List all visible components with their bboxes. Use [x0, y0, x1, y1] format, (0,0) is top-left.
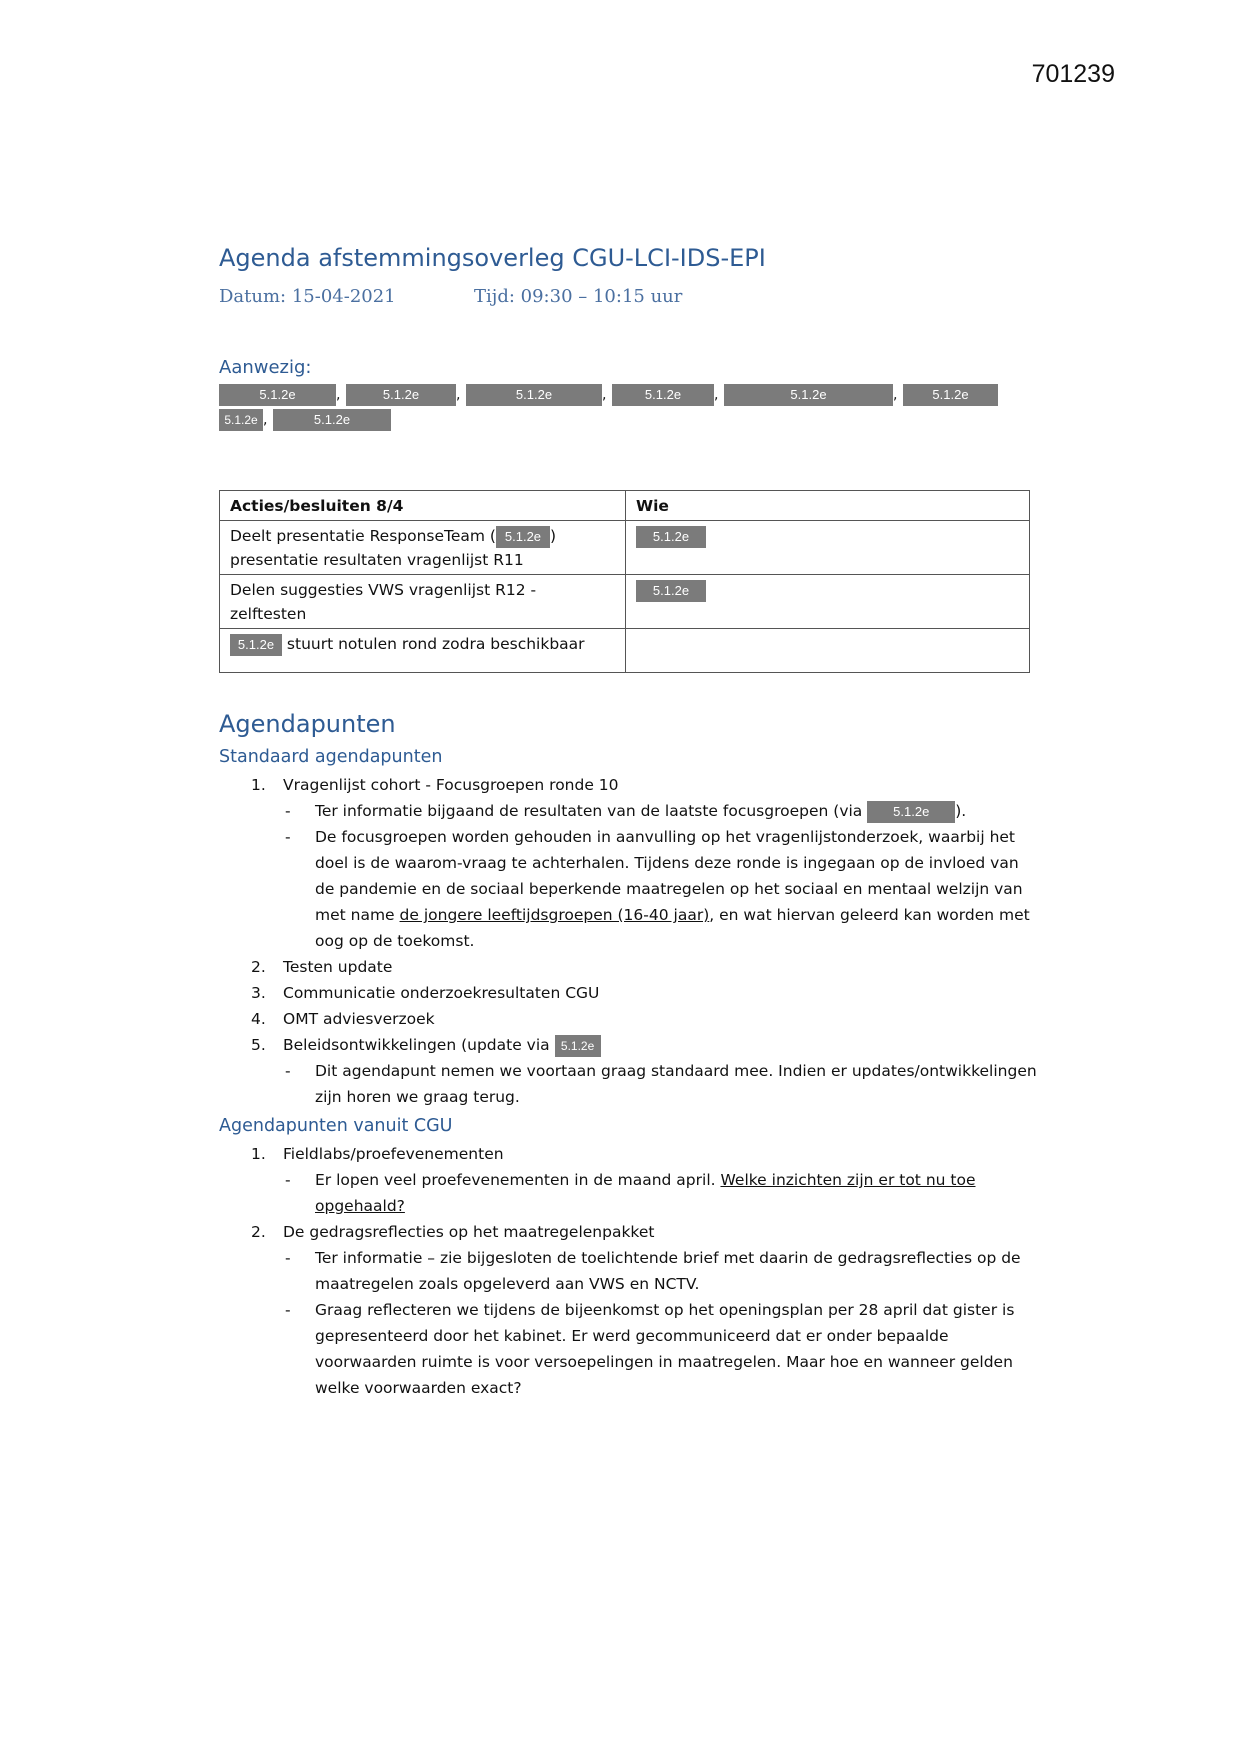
attendees-row: 5.1.2e , 5.1.2e: [219, 407, 1039, 432]
actions-table: [219, 490, 1030, 673]
standard-agenda-heading: Standaard agendapunten: [219, 747, 443, 767]
redaction: 5.1.2e: [273, 409, 391, 431]
cgu-agenda-heading: Agendapunten vanuit CGU: [219, 1116, 453, 1136]
redaction: 5.1.2e: [555, 1035, 601, 1057]
list-subitem: - De focusgroepen worden gehouden in aanvulling op het vragenlijstonderzoek, waarbij het doel is de waarom-vraag te achterhalen. Tijdens deze ronde is ingegaan op de invloed van de pandemie en de sociaal beperkende maatregelen op het sociaal en mentaal welzijn van met name de jongere leeftijdsgroepen (16-40 jaar), en wat hiervan geleerd kan worden met oog op de toekomst.: [285, 828, 1030, 950]
list-subitem: - Er lopen veel proefevenementen in de maand april. Welke inzichten zijn er tot nu toe opgehaald?: [285, 1171, 976, 1215]
header-who: Wie: [626, 491, 1030, 521]
redaction: 5.1.2e: [230, 634, 282, 656]
who-cell: [626, 629, 1030, 673]
list-subitem: - Dit agendapunt nemen we voortaan graag standaard mee. Indien er updates/ontwikkelingen zijn horen we graag terug.: [285, 1062, 1037, 1106]
document-number: 701239: [1031, 60, 1115, 88]
action-text: Deelt presentatie ResponseTeam (: [230, 527, 496, 545]
redaction: 5.1.2e: [724, 384, 893, 406]
who-cell: [626, 575, 1030, 629]
meeting-meta: [219, 286, 683, 307]
who-cell: [626, 521, 1030, 575]
table-row: [220, 629, 1030, 673]
agenda-heading: Agendapunten: [219, 710, 396, 738]
redaction: 5.1.2e: [612, 384, 714, 406]
redaction: 5.1.2e: [636, 526, 706, 548]
list-item: 5. Beleidsontwikkelingen (update via 5.1.2e: [219, 1032, 1039, 1058]
list-item: 3. Communicatie onderzoekresultaten CGU: [251, 984, 600, 1002]
page-title: Agenda afstemmingsoverleg CGU-LCI-IDS-EPI: [219, 244, 766, 272]
cgu-agenda-list: [219, 1141, 1039, 1401]
redaction: 5.1.2e: [219, 384, 336, 406]
redaction: 5.1.2e: [219, 409, 263, 431]
table-header-row: [220, 491, 1030, 521]
action-text: presentatie resultaten vragenlijst R11: [230, 551, 524, 569]
action-text: stuurt notulen rond zodra beschikbaar: [282, 635, 585, 653]
action-cell: [220, 521, 626, 575]
list-item: 4. OMT adviesverzoek: [251, 1010, 435, 1028]
action-cell: Delen suggesties VWS vragenlijst R12 - zelftesten: [220, 575, 626, 629]
meeting-time: Tijd: 09:30 – 10:15 uur: [474, 286, 683, 307]
list-item: 2. De gedragsreflecties op het maatregelenpakket: [251, 1223, 655, 1241]
header-actions: Acties/besluiten 8/4: [220, 491, 626, 521]
list-item: 1. Fieldlabs/proefevenementen: [251, 1145, 504, 1163]
redaction: 5.1.2e: [496, 526, 550, 548]
meeting-date: Datum: 15-04-2021: [219, 286, 396, 307]
table-row: [220, 575, 1030, 629]
attendees-label: Aanwezig:: [219, 357, 312, 378]
redaction: 5.1.2e: [636, 580, 706, 602]
redaction: 5.1.2e: [867, 801, 955, 823]
redaction: 5.1.2e: [466, 384, 602, 406]
redaction: 5.1.2e: [903, 384, 998, 406]
attendees-list: [219, 382, 1039, 432]
action-cell: [220, 629, 626, 673]
list-item: 1. Vragenlijst cohort - Focusgroepen ronde 10: [251, 776, 619, 794]
list-subitem: - Graag reflecteren we tijdens de bijeenkomst op het openingsplan per 28 april dat gister is gepresenteerd door het kabinet. Er werd gecommuniceerd dat er onder bepaalde voorwaarden ruimte is voor versoepelingen in maatregelen. Maar hoe en wanneer gelden welke voorwaarden exact?: [285, 1301, 1015, 1397]
redaction: 5.1.2e: [346, 384, 456, 406]
attendees-row: 5.1.2e , 5.1.2e , 5.1.2e , 5.1.2e , 5.1.2e , 5.1.2e: [219, 382, 1039, 407]
action-text: ): [549, 527, 557, 545]
list-item: 2. Testen update: [251, 958, 393, 976]
list-subitem: - Ter informatie bijgaand de resultaten van de laatste focusgroepen (via 5.1.2e ).: [219, 798, 1039, 824]
list-subitem: - Ter informatie – zie bijgesloten de toelichtende brief met daarin de gedragsreflecties op de maatregelen zoals opgeleverd aan VWS en NCTV.: [285, 1249, 1021, 1293]
table-row: [220, 521, 1030, 575]
standard-agenda-list: [219, 772, 1039, 1110]
